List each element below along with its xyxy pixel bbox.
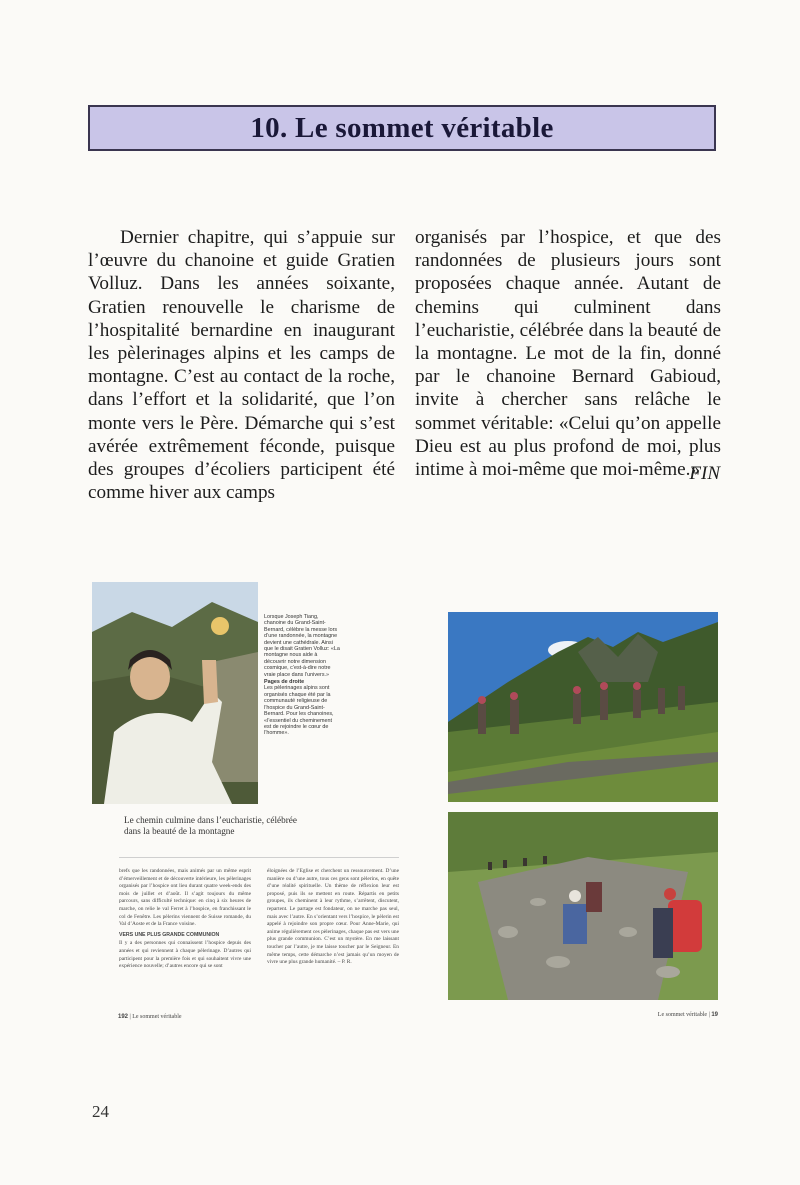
folio-left-number: 192 bbox=[118, 1014, 129, 1020]
photo-main-caption: Le chemin culmine dans l’eucharistie, célébrée dans la beauté de la montagne bbox=[124, 815, 297, 836]
side-caption-text-2: Les pèlerinages alpins sont organisés chaque été par la communauté religieuse de l’hospice du Grand-Saint-Bernard. Pour les chanoines, «l’essentiel du cheminement est de rejoindre le cœur de l’homme». bbox=[264, 685, 334, 737]
photo-side-caption bbox=[264, 614, 340, 737]
body-text-left-p1: brefs que les randonnées, mais animés par un même esprit d’émerveillement et de découverte intérieure, les pèlerinages organisés par l’hospice ont lieu durant quatre week-ends des mois de juillet et d’août. Il s’agit toujours du même parcours, sans difficulté technique: en cinq à six heures de marche, on relie le val Ferret à l’hospice, en franchissant le col de Fenêtre. Les pèlerins viennent de Suisse romande, du Val d’Aoste et de la France voisine. bbox=[119, 868, 251, 928]
body-text-left bbox=[119, 868, 251, 971]
side-caption-text-1: Lorsque Joseph Tiang, chanoine du Grand-Saint-Bernard, célèbre la messe lors d’une randonnée, la montagne devient une cathédrale. Ainsi que le disait Gratien Volluz: «La montagne nous aide à découvrir notre dimension cosmique, c’est-à-dire notre vraie place dans l’univers.» bbox=[264, 614, 340, 678]
photo-eucharist bbox=[92, 582, 258, 804]
folio-left: 192 | Le sommet véritable bbox=[118, 1014, 182, 1020]
chapter-title-box bbox=[88, 105, 716, 151]
folio-right-title: Le sommet véritable bbox=[657, 1012, 708, 1018]
side-caption-heading: Pages de droite bbox=[264, 679, 305, 686]
photo-hikers-trail bbox=[448, 812, 718, 1000]
folio-left-title: Le sommet véritable bbox=[132, 1014, 182, 1020]
intro-column-right: organisés par l’hospice, et que des randonnées de plusieurs jours sont proposées chaque année. Autant de chemins qui culminent dans l’eucharistie, célébrée dans la beauté de la montagne. Le mot de la fin, donné par le chanoine Bernard Gabioud, invite à chercher sans relâche le sommet véritable: «Celui qu’on appelle Dieu est au plus profond de moi, plus intime à moi-même que moi-même.» bbox=[415, 227, 721, 481]
chapter-title: 10. Le sommet véritable bbox=[250, 111, 554, 144]
body-text-right: éloignées de l’Eglise et cherchent un ressourcement. D’une manière ou d’une autre, tous ces gens sont pèlerins, en quête d’une réalité spirituelle. Un thème de réflexion leur est proposé, puis ils se mettent en route. Répartis en petits groupes, ils cheminent à leur rythme, s’arrêtent, discutent, repartent. Le partage est fondateur, on ne marche pas seul, mais avec l’autre. En s’orientant vers l’hospice, le pèlerin est appelé à rejoindre son propre cœur. Pour Anne-Marie, qui anime régulièrement ces pèlerinages, chaque pas est vers une plus grande communion. C’est un mystère. En me laissant toucher par l’autre, je me laisse toucher par le Seigneur. En même temps, cette démarche n’est jamais qu’un moyen de vivre une plus grande humanité. – P. R. bbox=[267, 868, 399, 966]
intro-column-left: Dernier chapitre, qui s’appuie sur l’œuvre du chanoine et guide Gratien Volluz. Dans les années soixante, Gratien renouvelle le charisme de l’hospitalité bernardine en inaugurant les pèlerinages alpins et les camps de montagne. C’est au contact de la roche, dans l’effort et la solidarité, que l’on monte vers le Père. Démarche qui s’est avérée extrêmement féconde, puisque des groupes d’écoliers participent été comme hiver aux camps bbox=[88, 227, 395, 504]
photo-hikers-ridge bbox=[448, 612, 718, 802]
folio-right: Le sommet véritable | 19 bbox=[657, 1012, 718, 1018]
folio-right-number: 19 bbox=[711, 1012, 718, 1018]
page-number: 24 bbox=[92, 1102, 109, 1121]
body-text-rule bbox=[119, 857, 399, 858]
body-text-left-p2: Il y a des personnes qui connaissent l’hospice depuis des années et qui reviennent à chaque pèlerinage. D’autres qui participent pour la première fois et qui souhaitent vivre une expérience nouvelle; d’autres encore qui se sont bbox=[119, 940, 251, 970]
body-text-subheading: VERS UNE PLUS GRANDE COMMUNION bbox=[119, 931, 220, 938]
fin-label: FIN bbox=[689, 463, 720, 484]
